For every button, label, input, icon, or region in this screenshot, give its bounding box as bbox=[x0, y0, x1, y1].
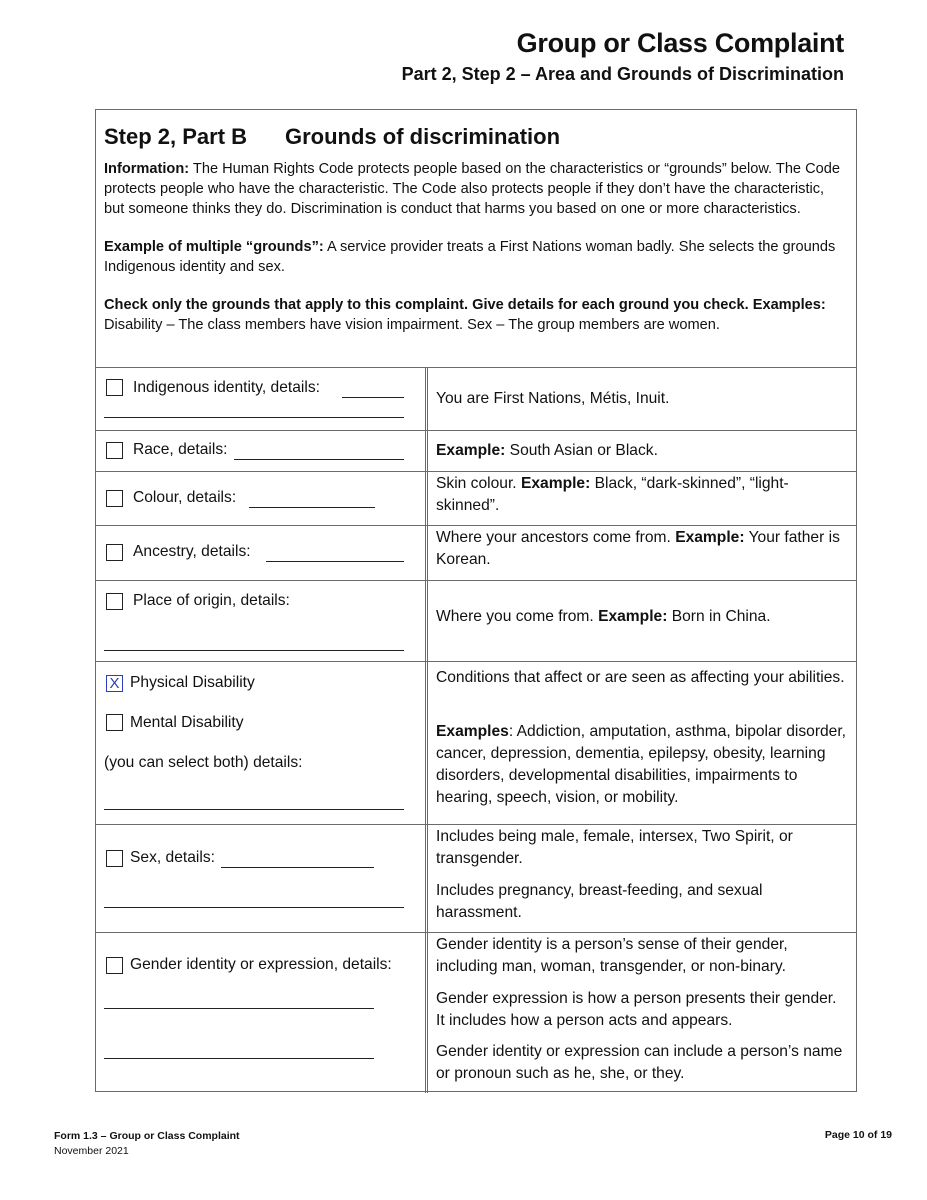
ground-cell bbox=[96, 662, 428, 824]
ground-cell bbox=[96, 431, 428, 471]
info-label: Information: bbox=[104, 161, 190, 177]
check-label: Check only the grounds that apply to this complaint. Give details for each ground you check. Examples: bbox=[104, 297, 826, 313]
form-title: Group or Class Complaint bbox=[516, 28, 844, 58]
ground-cell bbox=[96, 526, 428, 580]
desc-cell bbox=[428, 933, 856, 1093]
desc-cell bbox=[428, 526, 856, 580]
origin-checkbox[interactable] bbox=[106, 593, 123, 610]
ground-cell bbox=[96, 472, 428, 525]
sex-checkbox[interactable] bbox=[106, 850, 123, 867]
grounds-table bbox=[96, 367, 856, 1093]
sex-label: Sex, details: bbox=[130, 849, 215, 866]
row-colour bbox=[96, 471, 856, 525]
row-ancestry bbox=[96, 525, 856, 580]
colour-desc-bold: Example: bbox=[520, 475, 591, 492]
info-text: The Human Rights Code protects people based on the characteristics or “grounds” below. The Code protects people who have the characteristic. The Code also protects people if they don’t have the characteristic, but someone thinks they do. Discrimination is conduct that harms you based on one or more characteristics. bbox=[104, 161, 840, 217]
disability-details-label: (you can select both) details: bbox=[104, 754, 303, 771]
indigenous-details-line-2[interactable] bbox=[104, 417, 404, 418]
ground-cell bbox=[96, 368, 428, 430]
step-heading bbox=[104, 121, 848, 153]
gender-details-line[interactable] bbox=[104, 1008, 374, 1009]
ancestry-desc-pre: Where your ancestors come from. bbox=[436, 529, 676, 546]
grounds-box bbox=[95, 109, 857, 1092]
colour-details-line[interactable] bbox=[249, 507, 375, 508]
gender-checkbox[interactable] bbox=[106, 957, 123, 974]
step-title: Grounds of discrimination bbox=[285, 124, 561, 149]
ancestry-details-line[interactable] bbox=[266, 561, 404, 562]
form-subtitle: Part 2, Step 2 – Area and Grounds of Discrimination bbox=[401, 64, 844, 84]
info-paragraph bbox=[104, 159, 848, 219]
gender-desc-3: Gender identity or expression can include a person’s name or pronoun such as he, she, or they. bbox=[436, 1043, 843, 1082]
ground-cell bbox=[96, 825, 428, 932]
row-place-of-origin bbox=[96, 580, 856, 661]
desc-cell bbox=[428, 368, 856, 430]
origin-desc-pre: Where you come from. bbox=[436, 608, 599, 625]
sex-desc-1: Includes being male, female, intersex, Two Spirit, or transgender. bbox=[436, 828, 793, 867]
gender-desc-1: Gender identity is a person’s sense of their gender, including man, woman, transgender, or non-binary. bbox=[436, 936, 788, 975]
colour-desc-post: Black, “dark-skinned”, “light-skinned”. bbox=[436, 475, 789, 514]
ancestry-desc bbox=[436, 527, 848, 571]
colour-label: Colour, details: bbox=[133, 489, 237, 506]
gender-label: Gender identity or expression, details: bbox=[130, 956, 392, 973]
example-paragraph bbox=[104, 237, 848, 277]
disability-desc-text: : Addiction, amputation, asthma, bipolar disorder, cancer, depression, dementia, epilepsy, obesity, learning disorders, developmental disabilities, impairments to hearing, speech, vision, or mobility. bbox=[436, 723, 847, 806]
indigenous-label: Indigenous identity, details: bbox=[133, 379, 320, 396]
row-race bbox=[96, 430, 856, 471]
origin-desc bbox=[436, 606, 848, 628]
gender-details-line-2[interactable] bbox=[104, 1058, 374, 1059]
race-desc-text: South Asian or Black. bbox=[505, 442, 658, 459]
desc-cell bbox=[428, 472, 856, 525]
disability-desc-1: Conditions that affect or are seen as affecting your abilities. bbox=[436, 669, 845, 686]
race-label: Race, details: bbox=[133, 441, 228, 458]
sex-details-line[interactable] bbox=[221, 867, 374, 868]
row-indigenous bbox=[96, 367, 856, 430]
disability-desc-2 bbox=[436, 721, 848, 809]
page-number: Page 10 of 19 bbox=[824, 1129, 892, 1141]
colour-desc-pre: Skin colour. bbox=[436, 475, 521, 492]
origin-desc-bold: Example: bbox=[598, 608, 668, 625]
footer-form: Form 1.3 – Group or Class Complaint bbox=[54, 1130, 240, 1142]
desc-cell bbox=[428, 581, 856, 661]
physical-disability-checkbox[interactable]: X bbox=[106, 675, 123, 692]
ground-cell bbox=[96, 933, 428, 1093]
mental-disability-label: Mental Disability bbox=[130, 714, 244, 731]
sex-details-line-2[interactable] bbox=[104, 907, 404, 908]
check-text: Disability – The class members have vision impairment. Sex – The group members are women. bbox=[104, 317, 720, 333]
race-desc-bold: Example: bbox=[436, 442, 506, 459]
gender-desc-2: Gender expression is how a person presents their gender. It includes how a person acts and appears. bbox=[436, 990, 837, 1029]
intro-section bbox=[96, 110, 856, 367]
example-label: Example of multiple “grounds”: bbox=[104, 239, 324, 255]
disability-details-line[interactable] bbox=[104, 809, 404, 810]
indigenous-checkbox[interactable] bbox=[106, 379, 123, 396]
ancestry-checkbox[interactable] bbox=[106, 544, 123, 561]
row-disability bbox=[96, 661, 856, 824]
indigenous-desc: You are First Nations, Métis, Inuit. bbox=[436, 390, 670, 407]
row-sex bbox=[96, 824, 856, 932]
ancestry-desc-post: Your father is Korean. bbox=[436, 529, 840, 568]
colour-desc bbox=[436, 473, 848, 517]
origin-desc-post: Born in China. bbox=[667, 608, 771, 625]
ancestry-desc-bold: Example: bbox=[675, 529, 745, 546]
example-text: A service provider treats a First Nations woman badly. She selects the grounds Indigenous identity and sex. bbox=[104, 239, 836, 275]
disability-desc-bold: Examples bbox=[436, 723, 509, 740]
ground-cell bbox=[96, 581, 428, 661]
race-checkbox[interactable] bbox=[106, 442, 123, 459]
race-details-line[interactable] bbox=[234, 459, 404, 460]
sex-desc-2: Includes pregnancy, breast-feeding, and sexual harassment. bbox=[436, 882, 763, 921]
footer-date: November 2021 bbox=[54, 1145, 129, 1157]
desc-cell bbox=[428, 662, 856, 824]
indigenous-details-line[interactable] bbox=[342, 397, 404, 398]
colour-checkbox[interactable] bbox=[106, 490, 123, 507]
desc-cell bbox=[428, 431, 856, 471]
check-paragraph bbox=[104, 295, 848, 335]
desc-cell bbox=[428, 825, 856, 932]
footer-left bbox=[54, 1129, 240, 1159]
physical-disability-label: Physical Disability bbox=[130, 674, 255, 691]
step-label: Step 2, Part B bbox=[104, 124, 248, 149]
race-desc bbox=[436, 440, 848, 462]
ancestry-label: Ancestry, details: bbox=[133, 543, 251, 560]
origin-label: Place of origin, details: bbox=[133, 592, 290, 609]
origin-details-line[interactable] bbox=[104, 650, 404, 651]
mental-disability-checkbox[interactable] bbox=[106, 714, 123, 731]
row-gender bbox=[96, 932, 856, 1093]
